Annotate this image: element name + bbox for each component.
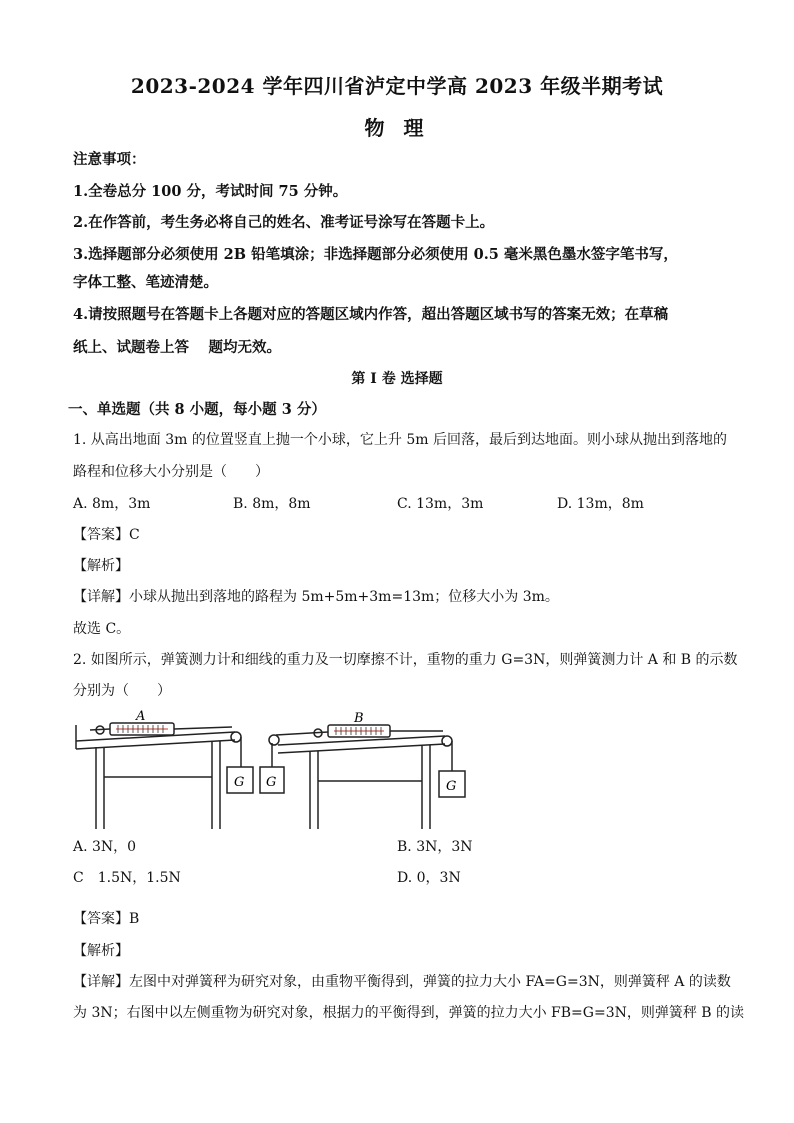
notice-heading: 注意事项： [73, 151, 146, 168]
q2-option-d: D. 0，3N [397, 870, 461, 886]
q1-conclusion: 故选 C。 [73, 621, 131, 637]
weight-label-left: G [234, 775, 245, 790]
weight-label-right: G [446, 779, 457, 794]
q2-option-c: C 1.5N，1.5N [73, 870, 181, 886]
q1-option-c: C. 13m，3m [397, 496, 484, 512]
q1-option-d: D. 13m，8m [557, 496, 644, 512]
label-a: A [136, 709, 146, 724]
notice-item: 4.请按照题号在答题卡上各题对应的答题区域内作答，超出答题区域书写的答案无效；在草稿 [73, 306, 669, 323]
q1-stem-line2: 路程和位移大小分别是（ ） [73, 464, 269, 480]
notice-item: 1.全卷总分 100 分，考试时间 75 分钟。 [73, 183, 348, 200]
q2-stem-line1: 2. 如图所示，弹簧测力计和细线的重力及一切摩擦不计，重物的重力 G=3N，则弹簧测力计 A 和 B 的示数 [73, 652, 738, 668]
q2-detail-line2: 为 3N；右图中以左侧重物为研究对象，根据力的平衡得到，弹簧的拉力大小 FB=G=3N，则弹簧秤 B 的读 [73, 1005, 745, 1021]
q1-option-b: B. 8m，8m [233, 496, 311, 512]
exam-title: 2023-2024 学年四川省泸定中学高 2023 年级半期考试 [130, 74, 664, 98]
notice-item: 2.在作答前，考生务必将自己的姓名、准考证号涂写在答题卡上。 [73, 214, 495, 231]
q2-option-b: B. 3N，3N [397, 839, 473, 855]
q1-analysis: 【解析】 [73, 558, 129, 574]
label-b: B [354, 711, 364, 726]
q2-answer: 【答案】B [73, 911, 140, 927]
notice-item: 字体工整、笔迹清楚。 [73, 274, 218, 291]
part-heading: 一、单选题（共 8 小题，每小题 3 分） [68, 401, 326, 418]
notice-item: 纸上、试题卷上答 题均无效。 [73, 339, 282, 356]
subject-title: 物 理 [364, 116, 430, 140]
q2-detail-line1: 【详解】左图中对弹簧秤为研究对象，由重物平衡得到，弹簧的拉力大小 FA=G=3N，则弹簧秤 A 的读数 [73, 974, 731, 990]
section-title: 第 I 卷 选择题 [351, 371, 443, 387]
q1-answer: 【答案】C [73, 527, 140, 543]
notice-item: 3.选择题部分必须使用 2B 铅笔填涂；非选择题部分必须使用 0.5 毫米黑色墨水签字笔书写， [73, 246, 678, 263]
spring-balance-figure [60, 705, 480, 835]
q1-option-a: A. 8m，3m [73, 496, 151, 512]
q2-stem-line2: 分别为（ ） [73, 683, 171, 699]
q2-option-a: A. 3N，0 [73, 839, 137, 855]
q1-stem-line1: 1. 从高出地面 3m 的位置竖直上抛一个小球，它上升 5m 后回落，最后到达地面。则小球从抛出到落地的 [73, 432, 727, 448]
q2-analysis: 【解析】 [73, 943, 129, 959]
weight-label-right-left: G [266, 775, 277, 790]
q1-detail: 【详解】小球从抛出到落地的路程为 5m+5m+3m=13m；位移大小为 3m。 [73, 589, 559, 605]
